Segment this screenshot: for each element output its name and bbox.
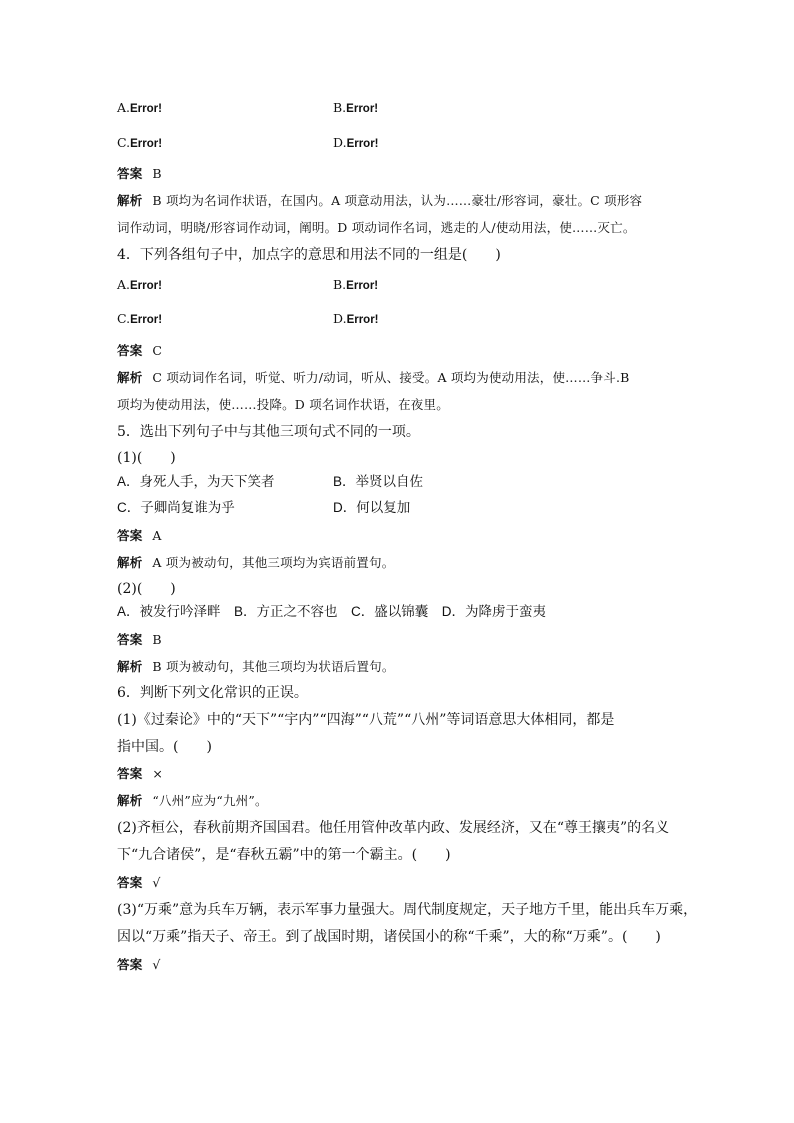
q5-sub2-options: A．被发行吟泽畔 B．方正之不容也 C．盛以锦囊 D．为降虏于蛮夷 bbox=[117, 604, 547, 619]
answer-value: B bbox=[152, 632, 162, 647]
option-error-text: Error! bbox=[130, 280, 162, 292]
q4-answer bbox=[117, 343, 679, 359]
answer-value: C bbox=[152, 343, 163, 358]
option-letter: C. bbox=[117, 135, 131, 150]
analysis-text: C 项动词作名词，听觉、听力/动词，听从、接受。A 项均为使动用法，使……争斗.B bbox=[152, 370, 630, 385]
answer-value: A bbox=[152, 528, 162, 543]
q5-sub1-stem: (1)( ) bbox=[117, 450, 176, 466]
q3-option-d bbox=[333, 135, 379, 152]
option-letter: A. bbox=[117, 100, 131, 115]
q3-option-b bbox=[333, 100, 378, 117]
analysis-text: “八州”应为“九州”。 bbox=[152, 793, 268, 808]
answer-label: 答案 bbox=[117, 876, 143, 890]
q3-analysis-line-2: 词作动词，明晓/形容词作动词，阐明。D 项动词作名词，逃走的人/使动用法，使……灭亡。 bbox=[117, 220, 636, 235]
q3-option-c bbox=[117, 135, 162, 152]
q3-option-a bbox=[117, 100, 162, 117]
q6-item2-line-2: 下“九合诸侯”，是“春秋五霸”中的第一个霸主。( ) bbox=[117, 847, 451, 863]
answer-label: 答案 bbox=[117, 767, 143, 781]
analysis-text: B 项均为名词作状语，在国内。A 项意动用法，认为……豪壮/形容词，豪壮。C 项形容 bbox=[152, 193, 643, 208]
q5-sub1-option-b: B．举贤以自佐 bbox=[333, 474, 424, 489]
answer-label: 答案 bbox=[117, 633, 143, 647]
q5-sub1-answer bbox=[117, 528, 679, 544]
q4-analysis-line-1 bbox=[117, 370, 679, 386]
option-letter: D. bbox=[333, 135, 347, 150]
option-error-text: Error! bbox=[346, 138, 379, 150]
q6-item2-line-1: (2)齐桓公，春秋前期齐国国君。他任用管仲改革内政、发展经济，又在“尊王攘夷”的名义 bbox=[117, 820, 670, 836]
answer-value: B bbox=[152, 166, 162, 181]
answer-value: √ bbox=[152, 875, 161, 890]
q4-analysis-line-2: 项均为使动用法，使……投降。D 项名词作状语，在夜里。 bbox=[117, 397, 449, 412]
q6-item3-answer bbox=[117, 957, 679, 973]
q3-analysis-line-1 bbox=[117, 193, 679, 209]
answer-label: 答案 bbox=[117, 958, 143, 972]
q6-stem: 6．判断下列文化常识的正误。 bbox=[117, 685, 308, 701]
option-letter: D. bbox=[333, 311, 347, 326]
q6-item3-line-2: 因以“万乘”指天子、帝王。到了战国时期，诸侯国小的称“千乘”，大的称“万乘”。( ) bbox=[117, 929, 661, 945]
option-error-text: Error! bbox=[130, 138, 163, 150]
q4-option-c bbox=[117, 311, 162, 328]
q5-sub1-option-a: A．身死人手，为天下笑者 bbox=[117, 474, 275, 489]
option-error-text: Error! bbox=[130, 314, 163, 326]
analysis-label: 解析 bbox=[117, 371, 143, 385]
analysis-label: 解析 bbox=[117, 556, 143, 570]
option-error-text: Error! bbox=[130, 103, 162, 115]
answer-label: 答案 bbox=[117, 344, 143, 358]
q5-sub2-stem: (2)( ) bbox=[117, 581, 176, 597]
q4-option-b bbox=[333, 277, 378, 294]
option-letter: B. bbox=[333, 277, 347, 292]
option-letter: B. bbox=[333, 100, 347, 115]
q6-item2-answer bbox=[117, 875, 679, 891]
option-error-text: Error! bbox=[346, 103, 379, 115]
option-error-text: Error! bbox=[346, 314, 379, 326]
q5-stem: 5．选出下列句子中与其他三项句式不同的一项。 bbox=[117, 424, 420, 440]
analysis-text: A 项为被动句，其他三项均为宾语前置句。 bbox=[152, 555, 395, 570]
analysis-text: B 项为被动句，其他三项均为状语后置句。 bbox=[152, 659, 395, 674]
q5-sub1-option-d: D．何以复加 bbox=[333, 500, 411, 515]
analysis-label: 解析 bbox=[117, 660, 143, 674]
q4-option-d bbox=[333, 311, 379, 328]
q5-sub1-analysis bbox=[117, 555, 679, 571]
q6-item3-line-1: (3)“万乘”意为兵车万辆，表示军事力量强大。周代制度规定，天子地方千里，能出兵车万乘， bbox=[117, 902, 698, 918]
analysis-label: 解析 bbox=[117, 794, 143, 808]
answer-value: × bbox=[152, 766, 164, 781]
answer-value: √ bbox=[152, 957, 161, 972]
option-letter: A. bbox=[117, 277, 131, 292]
option-error-text: Error! bbox=[346, 280, 379, 292]
q6-item1-analysis bbox=[117, 793, 679, 809]
answer-label: 答案 bbox=[117, 529, 143, 543]
answer-label: 答案 bbox=[117, 167, 143, 181]
q6-item1-answer bbox=[117, 766, 679, 782]
option-letter: C. bbox=[117, 311, 131, 326]
q4-stem: 4．下列各组句子中，加点字的意思和用法不同的一组是( ) bbox=[117, 247, 501, 263]
q5-sub1-option-c: C．子卿尚复谁为乎 bbox=[117, 500, 235, 515]
analysis-label: 解析 bbox=[117, 194, 143, 208]
q6-item1-line-2: 指中国。( ) bbox=[117, 739, 212, 755]
q5-sub2-analysis bbox=[117, 659, 679, 675]
q5-sub2-answer bbox=[117, 632, 679, 648]
q6-item1-line-1: (1)《过秦论》中的“天下”“宇内”“四海”“八荒”“八州”等词语意思大体相同，都是 bbox=[117, 712, 615, 728]
q4-option-a bbox=[117, 277, 162, 294]
q3-answer bbox=[117, 166, 679, 182]
